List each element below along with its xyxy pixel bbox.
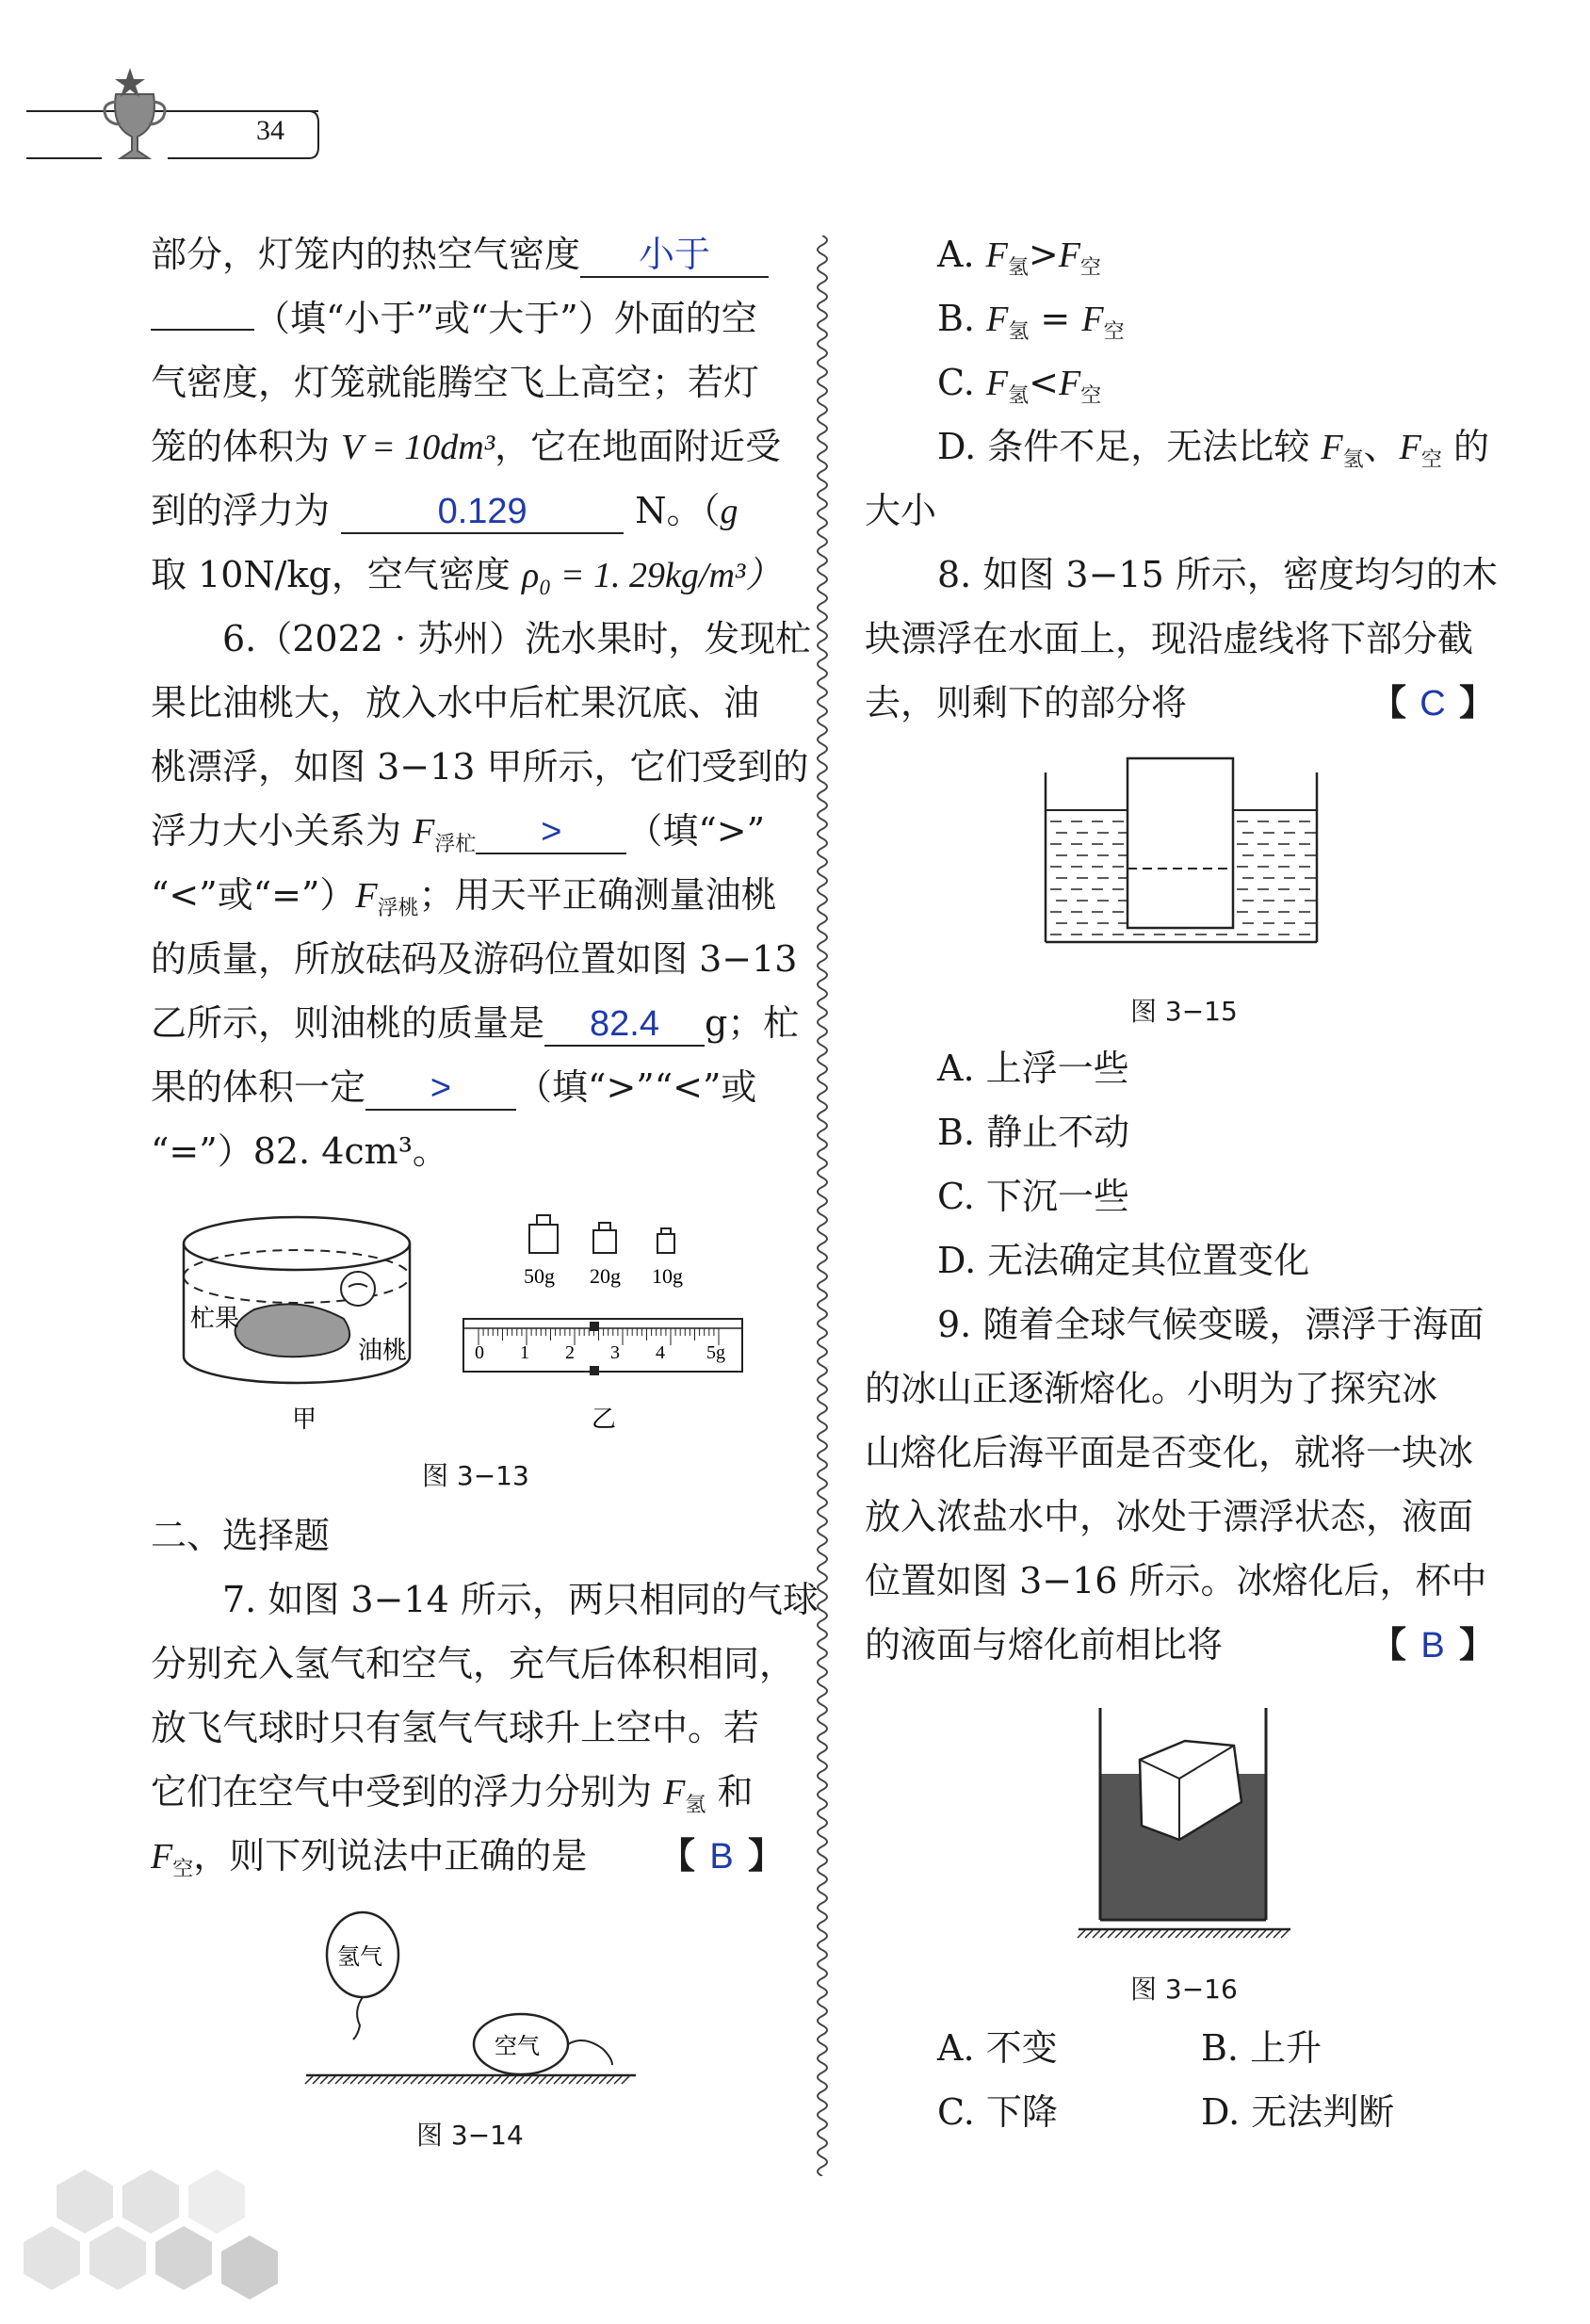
q8-line-2: 块漂浮在水面上，现沿虚线将下部分截 [865,618,1474,659]
weight-10g: 10g [652,1264,683,1288]
q9-option-d[interactable]: D. 无法判断 [1201,2091,1395,2133]
q6-line-5: “<”或“$=”)F_{浮桃}$；用天平正确测量油桃 [151,874,777,920]
figure-3-15 [1041,754,1323,951]
svg-text:4: 4 [656,1342,665,1363]
q6-line-1: 6.（2022 · 苏州）洗水果时，发现杧 [222,618,812,659]
q9-answer[interactable]: B [1420,1626,1445,1666]
answer-blank-1-cont [151,329,254,331]
q7-answer[interactable]: B [709,1837,734,1877]
q6-line-2: 果比油桃大，放入水中后杧果沉底、油 [151,682,760,723]
weight-50g: 50g [524,1264,555,1288]
q9-line-6: 的液面与熔化前相比将 [865,1624,1224,1666]
q5-line-3: 气密度，灯笼就能腾空飞上高空；若灯 [151,362,760,403]
label-peach: 油桃 [358,1337,408,1365]
label-mango: 杧果 [190,1305,240,1333]
q7-line-3: 放飞气球时只有氢气气球升上空中。若 [151,1707,760,1748]
column-divider [808,236,836,2176]
q5-line-6: 取 10N/kg，空气密度 ρ₀ = 1. 29kg/m³） [151,554,782,595]
q8-line-3: 去，则剩下的部分将 [865,682,1188,723]
q9-line-2: 的冰山正逐渐熔化。小明为了探究冰 [865,1368,1438,1409]
q8-answer-bracket: 【 C 】 [1371,671,1495,736]
q8-option-d[interactable]: D. 无法确定其位置变化 [937,1240,1310,1281]
svg-text:2: 2 [565,1342,575,1363]
caption-3-15: 图 3−15 [1130,996,1238,1027]
caption-3-14: 图 3−14 [416,2120,524,2151]
q9-option-b[interactable]: B. 上升 [1201,2027,1322,2069]
q6-line-9: “=”）82. 4cm³。 [151,1130,448,1172]
q7-option-a[interactable]: A. $F_氢>F_空$ [937,234,1101,280]
balloon-air: 空气 [495,2033,540,2059]
q5-line-5: 到的浮力为 0.129 N。（g [151,479,738,544]
q6-line-4: 浮力大小关系为 $F_{浮杧}$ > （填“>” [151,810,766,856]
q8-option-c[interactable]: C. 下沉一些 [937,1176,1129,1217]
q7-line-1: 7. 如图 3−14 所示，两只相同的气球 [222,1579,819,1620]
q7-option-d[interactable]: D. 条件不足，无法比较 $F_氢$、$F_空$ 的 [937,426,1489,472]
figure-3-13 [179,1206,763,1441]
weight-20g: 20g [590,1264,621,1288]
q9-line-5: 位置如图 3−16 所示。冰熔化后，杯中 [865,1560,1487,1601]
trophy-icon [26,57,328,170]
label-jia: 甲 [292,1406,317,1434]
q8-line-1: 8. 如图 3−15 所示，密度均匀的木 [937,554,1498,595]
hexagon-decoration [19,2157,377,2324]
q6-line-6: 的质量，所放砝码及游码位置如图 3−13 [151,938,798,980]
q9-answer-bracket: 【 B 】 [1371,1613,1495,1678]
svg-text:5g: 5g [706,1342,725,1363]
balloon-hydrogen: 氢气 [337,1943,382,1970]
label-yi: 乙 [592,1406,617,1434]
q5-line-1: 部分，灯笼内的热空气密度 小于 [151,222,769,286]
page-number: 34 [256,115,284,146]
svg-text:1: 1 [520,1342,529,1363]
caption-3-13: 图 3−13 [422,1460,529,1491]
figure-3-14 [301,1903,641,2091]
q6-line-8: 果的体积一定 > （填“>”“<”或 [151,1055,756,1119]
answer-blank-2[interactable]: 0.129 [341,491,624,534]
q7-option-b[interactable]: B. $F_氢 = F_空$ [937,298,1125,344]
answer-blank-5[interactable]: > [365,1067,516,1111]
q7-line-4: 它们在空气中受到的浮力分别为 $F_氢$ 和 [151,1771,754,1817]
figure-3-16 [1074,1703,1300,1939]
q7-answer-bracket: 【 B 】 [659,1824,784,1889]
q9-line-4: 放入浓盐水中，冰处于漂浮状态，液面 [865,1496,1474,1537]
q7-option-d-cont: 大小 [865,490,937,531]
section-2-title: 二、选择题 [151,1515,331,1556]
q6-line-3: 桃漂浮，如图 3−13 甲所示，它们受到的 [151,746,809,788]
q5-line-4: 笼的体积为 V = 10dm³，它在地面附近受 [151,426,782,467]
q8-answer[interactable]: C [1420,684,1446,723]
q8-option-a[interactable]: A. 上浮一些 [937,1048,1129,1089]
svg-text:3: 3 [610,1342,620,1363]
answer-blank-4[interactable]: 82.4 [544,1003,705,1047]
q8-option-b[interactable]: B. 静止不动 [937,1112,1130,1153]
q7-line-2: 分别充入氢气和空气，充气后体积相同， [151,1643,796,1684]
q7-option-c[interactable]: C. $F_氢<F_空$ [937,362,1102,408]
q9-option-c[interactable]: C. 下降 [937,2091,1058,2133]
q9-option-a[interactable]: A. 不变 [937,2027,1058,2069]
svg-text:0: 0 [475,1342,484,1363]
answer-blank-3[interactable]: > [476,811,626,854]
answer-blank-1[interactable]: 小于 [580,235,769,278]
q7-line-5: $F_空$，则下列说法中正确的是 [151,1835,588,1881]
q5-line-2: （填“小于”或“大于”）外面的空 [151,286,757,350]
caption-3-16: 图 3−16 [1130,1974,1238,2005]
q9-line-1: 9. 随着全球气候变暖，漂浮于海面 [937,1304,1485,1345]
q9-line-3: 山熔化后海平面是否变化，就将一块冰 [865,1432,1474,1473]
q6-line-7: 乙所示，则油桃的质量是 82.4 g；杧 [151,991,799,1055]
